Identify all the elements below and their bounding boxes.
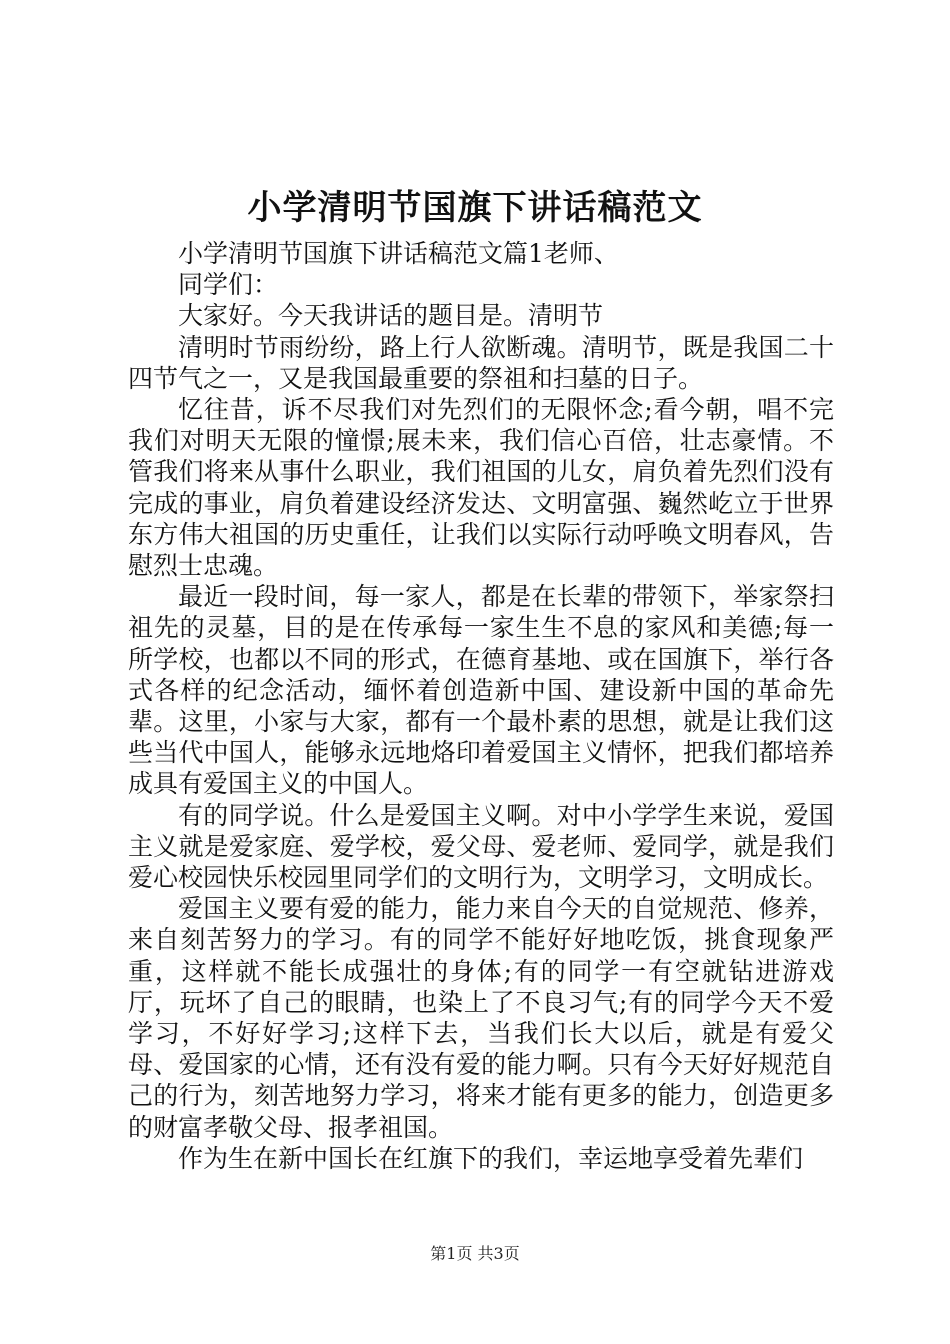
paragraph: 同学们：	[178, 270, 279, 300]
paragraph: 有的同学说。什么是爱国主义啊。对中小学学生来说，爱国主义就是爱家庭、爱学校，爱父母、爱老师、爱同学，就是我们爱心校园快乐校园里同学们的文明行为，文明学习，文明成长。	[128, 800, 834, 893]
paragraph: 爱国主义要有爱的能力，能力来自今天的自觉规范、修养，来自刻苦努力的学习。有的同学不能好好地吃饭，挑食现象严重，这样就不能长成强壮的身体;有的同学一有空就钻进游戏厅，玩坏了自己的眼睛，也染上了不良习气;有的同学今天不爱学习，不好好学习;这样下去，当我们长大以后，就是有爱父母、爱国家的心情，还有没有爱的能力啊。只有今天好好规范自己的行为，刻苦地努力学习，将来才能有更多的能力，创造更多的财富孝敬父母、报孝祖国。	[128, 894, 834, 1142]
paragraph: 小学清明节国旗下讲话稿范文篇1老师、	[178, 239, 619, 268]
paragraph: 大家好。今天我讲话的题目是。清明节	[178, 301, 604, 331]
document-title: 小学清明节国旗下讲话稿范文	[247, 188, 703, 228]
page-number-footer: 第1页 共3页	[430, 1244, 520, 1263]
paragraph: 作为生在新中国长在红旗下的我们，幸运地享受着先辈们	[178, 1143, 804, 1173]
paragraph: 清明时节雨纷纷，路上行人欲断魂。清明节，既是我国二十四节气之一，又是我国最重要的祭祖和扫墓的日子。	[128, 332, 834, 393]
document-body	[128, 238, 834, 1174]
paragraph: 忆往昔，诉不尽我们对先烈们的无限怀念;看今朝，唱不完我们对明天无限的憧憬;展未来，我们信心百倍，壮志豪情。不管我们将来从事什么职业，我们祖国的儿女，肩负着先烈们没有完成的事业，肩负着建设经济发达、文明富强、巍然屹立于世界东方伟大祖国的历史重任，让我们以实际行动呼唤文明春风，告慰烈士忠魂。	[128, 395, 834, 581]
paragraph: 最近一段时间，每一家人，都是在长辈的带领下，举家祭扫祖先的灵墓，目的是在传承每一家生生不息的家风和美德;每一所学校，也都以不同的形式，在德育基地、或在国旗下，举行各式各样的纪念活动，缅怀着创造新中国、建设新中国的革命先辈。这里，小家与大家，都有一个最朴素的思想，就是让我们这些当代中国人，能够永远地烙印着爱国主义情怀，把我们都培养成具有爱国主义的中国人。	[128, 582, 834, 799]
